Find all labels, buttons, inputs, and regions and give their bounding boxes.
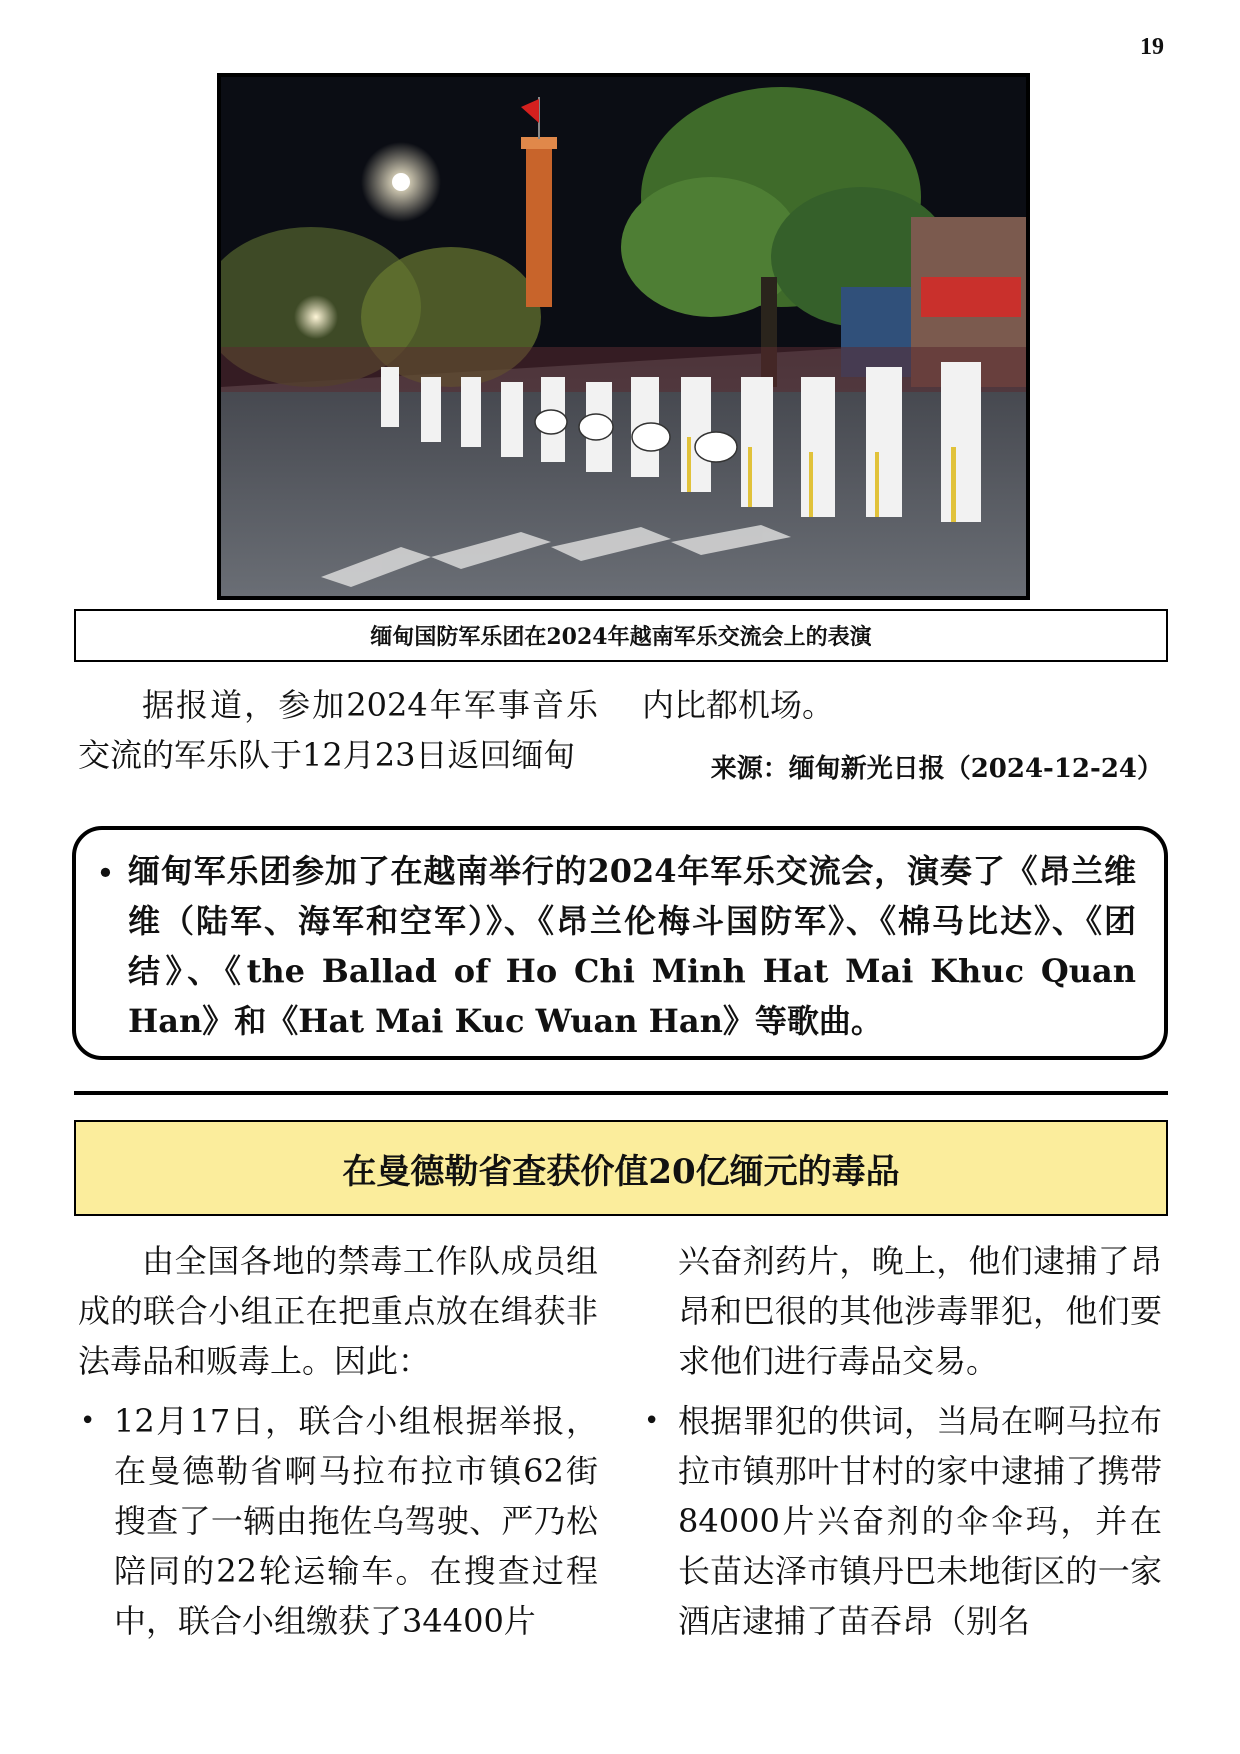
article1-left-column — [78, 680, 598, 780]
military-band-parade-photo — [217, 73, 1030, 600]
summary-box — [72, 826, 1168, 1060]
article2-intro: 由全国各地的禁毒工作队成员组成的联合小组正在把重点放在缉获非法毒品和贩毒上。因此： — [78, 1242, 598, 1380]
article2-left-column — [78, 1236, 598, 1646]
article2-bullet2: 根据罪犯的供词，当局在啊马拉布拉市镇那叶甘村的家中逮捕了携带84000片兴奋剂的伞伞玛，并在长苗达泽市镇丹巴未地街区的一家酒店逮捕了苗吞昂（别名 — [678, 1402, 1162, 1640]
bullet-icon: • — [96, 854, 115, 892]
section-divider — [74, 1091, 1168, 1095]
summary-text: 缅甸军乐团参加了在越南举行的2024年军乐交流会，演奏了《昂兰维维（陆军、海军和空军）》、《昂兰伦梅斗国防军》、《棉马比达》、《团结》、《the Ballad of Ho Chi Minh Hat Mai Khuc Quan Han》和《Hat Mai Kuc Wuan Han》等歌曲。 — [128, 852, 1136, 1040]
article1-right-column — [642, 680, 1162, 730]
photo-illustration — [221, 77, 1026, 596]
list-item — [78, 1396, 598, 1646]
article2-right-column — [642, 1236, 1162, 1646]
list-item — [642, 1396, 1162, 1646]
page-number: 19 — [1140, 34, 1164, 60]
article1-source: 来源：缅甸新光日报（2024-12-24） — [710, 754, 1163, 784]
article1-paragraph: 据报道，参加2024年军事音乐交流的军乐队于12月23日返回缅甸 — [78, 686, 598, 774]
bullet-icon: • — [644, 1406, 660, 1436]
bullet-icon: • — [80, 1406, 96, 1436]
article2-bullet1-cont: 兴奋剂药片，晚上，他们逮捕了昂昂和巴很的其他涉毒罪犯，他们要求他们进行毒品交易。 — [678, 1242, 1162, 1380]
photo-caption: 缅甸国防军乐团在2024年越南军乐交流会上的表演 — [74, 609, 1168, 662]
article1-paragraph-cont: 内比都机场。 — [642, 686, 835, 724]
article2-headline: 在曼德勒省查获价值20亿缅元的毒品 — [74, 1120, 1168, 1216]
article2-bullet1: 12月17日，联合小组根据举报，在曼德勒省啊马拉布拉市镇62街搜查了一辆由拖佐乌驾驶、严乃松陪同的22轮运输车。在搜查过程中，联合小组缴获了34400片 — [114, 1402, 598, 1640]
